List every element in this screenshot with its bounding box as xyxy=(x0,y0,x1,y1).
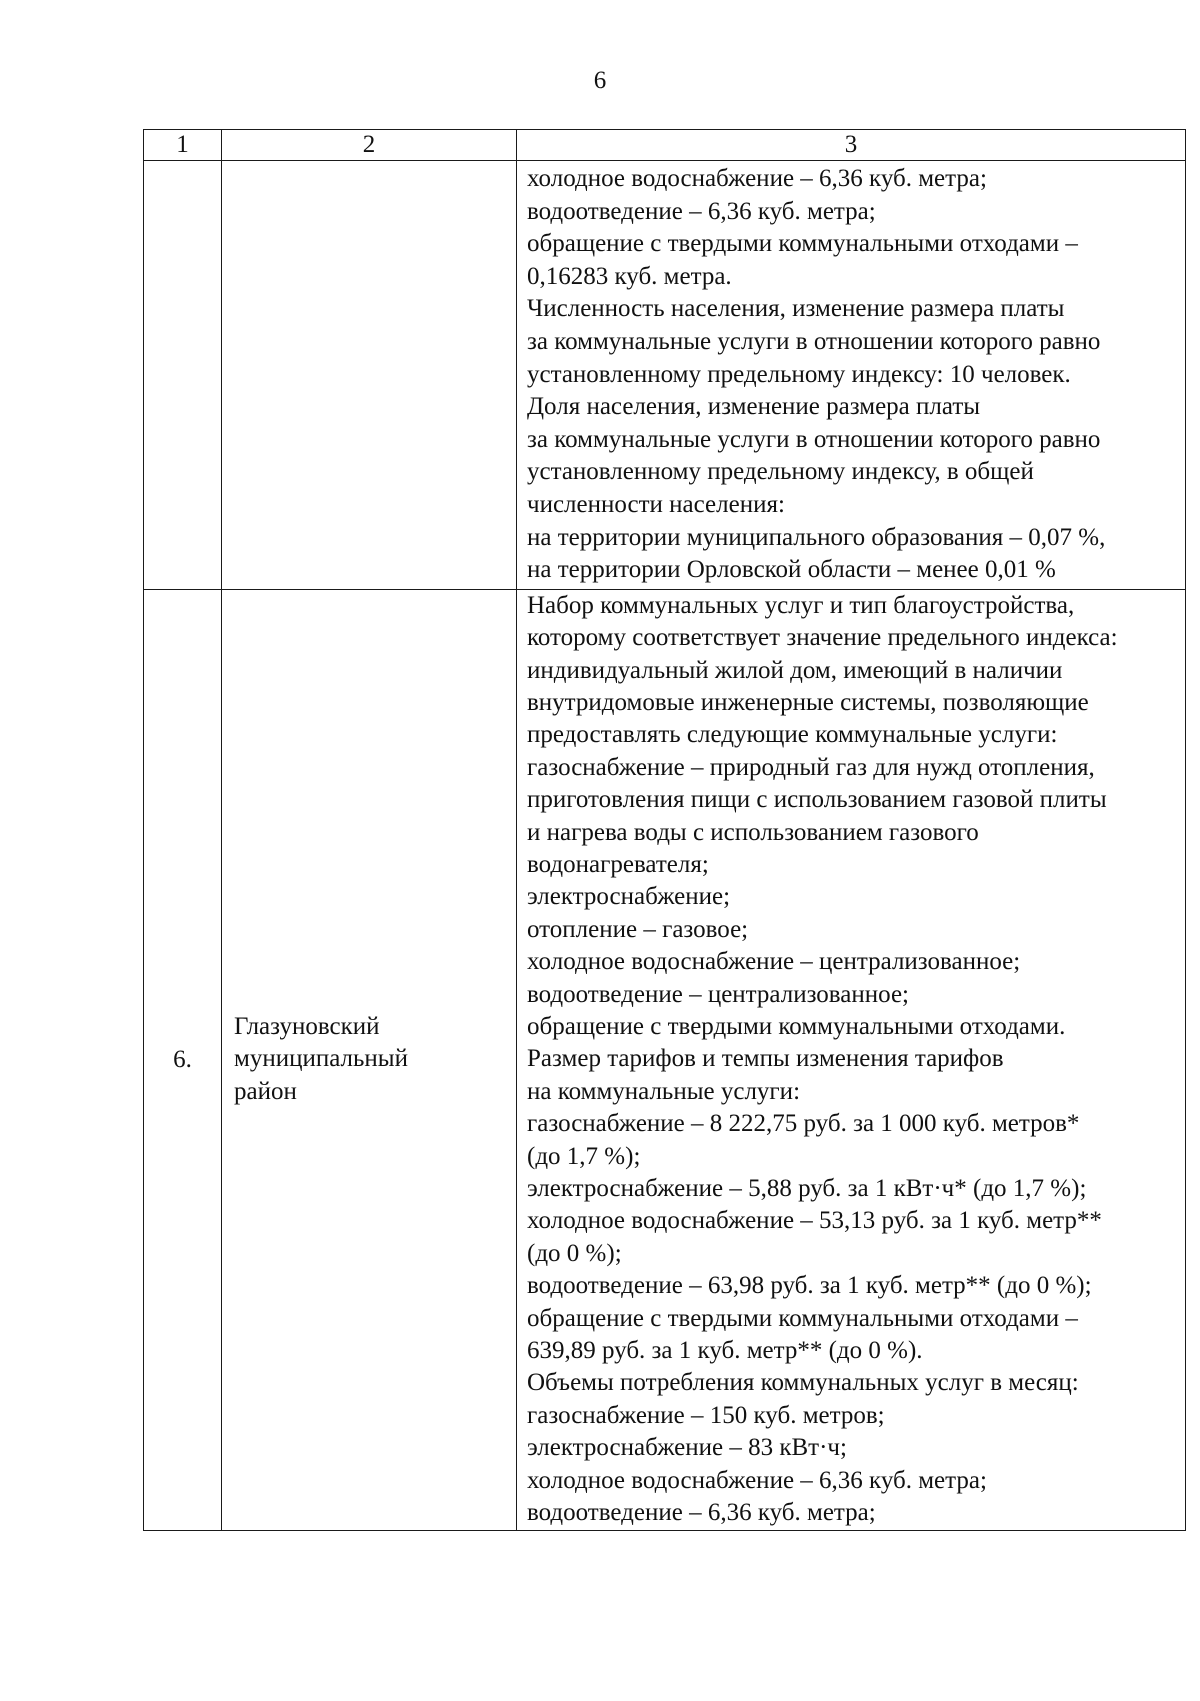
text-line: 639,89 руб. за 1 куб. метр** (до 0 %). xyxy=(527,1337,923,1365)
text-line: предоставлять следующие коммунальные услуги: xyxy=(527,721,1058,749)
page-number: 6 xyxy=(593,67,607,94)
text-line: холодное водоснабжение – 6,36 куб. метра; xyxy=(527,165,987,192)
text-line: отопление – газовое; xyxy=(527,915,749,943)
text-line: внутридомовые инженерные системы, позволяющие xyxy=(527,688,1089,716)
text-line: (до 1,7 %); xyxy=(527,1142,641,1170)
text-line: Численность населения, изменение размера платы xyxy=(527,295,1065,323)
text-line: электроснабжение; xyxy=(527,883,731,911)
text-line: водоотведение – 6,36 куб. метра; xyxy=(527,1499,876,1527)
text-line: Объемы потребления коммунальных услуг в месяц: xyxy=(527,1369,1079,1397)
text-line: на территории муниципального образования – 0,07 %, xyxy=(527,523,1106,551)
text-line: Набор коммунальных услуг и тип благоустройства, xyxy=(527,591,1075,619)
text-line: приготовления пищи с использованием газовой плиты xyxy=(527,786,1107,814)
text-line: обращение с твердыми коммунальными отходами. xyxy=(527,1013,1066,1040)
text-line: Доля населения, изменение размера платы xyxy=(527,393,981,421)
row-number-cell: 6. xyxy=(144,589,222,1530)
text-line: численности населения: xyxy=(527,490,785,518)
text-line: 0,16283 куб. метра. xyxy=(527,262,732,290)
text-line: холодное водоснабжение – 6,36 куб. метра; xyxy=(527,1466,987,1494)
text-line: холодное водоснабжение – централизованное; xyxy=(527,948,1021,976)
header-col-2: 2 xyxy=(222,130,517,161)
text-line: Размер тарифов и темпы изменения тарифов xyxy=(527,1045,1004,1073)
row-text-cell xyxy=(517,161,1186,590)
text-line: за коммунальные услуги в отношении которого равно xyxy=(527,425,1101,453)
table-row-6 xyxy=(144,589,1186,1530)
header-col-1: 1 xyxy=(144,130,222,161)
text-line: водонагревателя; xyxy=(527,850,709,878)
text-line: обращение с твердыми коммунальными отходами – xyxy=(527,1304,1078,1332)
text-line: на коммунальные услуги: xyxy=(527,1077,801,1105)
text-line: электроснабжение – 5,88 руб. за 1 кВт·ч* (до 1,7 %); xyxy=(527,1175,1087,1203)
text-line: газоснабжение – 150 куб. метров; xyxy=(527,1401,885,1429)
text-line: и нагрева воды с использованием газового xyxy=(527,818,979,846)
text-line: электроснабжение – 83 кВт·ч; xyxy=(527,1434,847,1462)
row-text-cell xyxy=(517,589,1186,1530)
text-line: установленному предельному индексу: 10 человек. xyxy=(527,360,1071,388)
text-line: (до 0 %); xyxy=(527,1239,622,1267)
text-line: за коммунальные услуги в отношении которого равно xyxy=(527,327,1101,355)
text-line: газоснабжение – 8 222,75 руб. за 1 000 куб. метров* xyxy=(527,1110,1080,1138)
text-line: газоснабжение – природный газ для нужд отопления, xyxy=(527,753,1095,781)
row-number-cell xyxy=(144,161,222,590)
district-name-line: Глазуновский xyxy=(234,1013,380,1040)
table-row-continuation xyxy=(144,161,1186,590)
header-col-3: 3 xyxy=(517,130,1186,161)
text-line: установленному предельному индексу, в общей xyxy=(527,458,1034,486)
district-name-line: муниципальный xyxy=(234,1045,408,1073)
text-line: обращение с твердыми коммунальными отходами – xyxy=(527,230,1078,258)
row-name-cell xyxy=(222,589,517,1530)
table-header xyxy=(144,130,1186,161)
header-row xyxy=(144,130,1186,161)
text-line: водоотведение – централизованное; xyxy=(527,980,909,1008)
tariff-table xyxy=(143,129,1186,1531)
text-line: которому соответствует значение предельного индекса: xyxy=(527,624,1118,652)
row-name-cell xyxy=(222,161,517,590)
text-line: водоотведение – 6,36 куб. метра; xyxy=(527,197,876,225)
text-line: на территории Орловской области – менее 0,01 % xyxy=(527,556,1056,584)
text-line: холодное водоснабжение – 53,13 руб. за 1 куб. метр** xyxy=(527,1207,1102,1235)
text-line: индивидуальный жилой дом, имеющий в наличии xyxy=(527,656,1063,684)
text-line: водоотведение – 63,98 руб. за 1 куб. метр** (до 0 %); xyxy=(527,1272,1092,1300)
district-name-line: район xyxy=(234,1077,297,1105)
